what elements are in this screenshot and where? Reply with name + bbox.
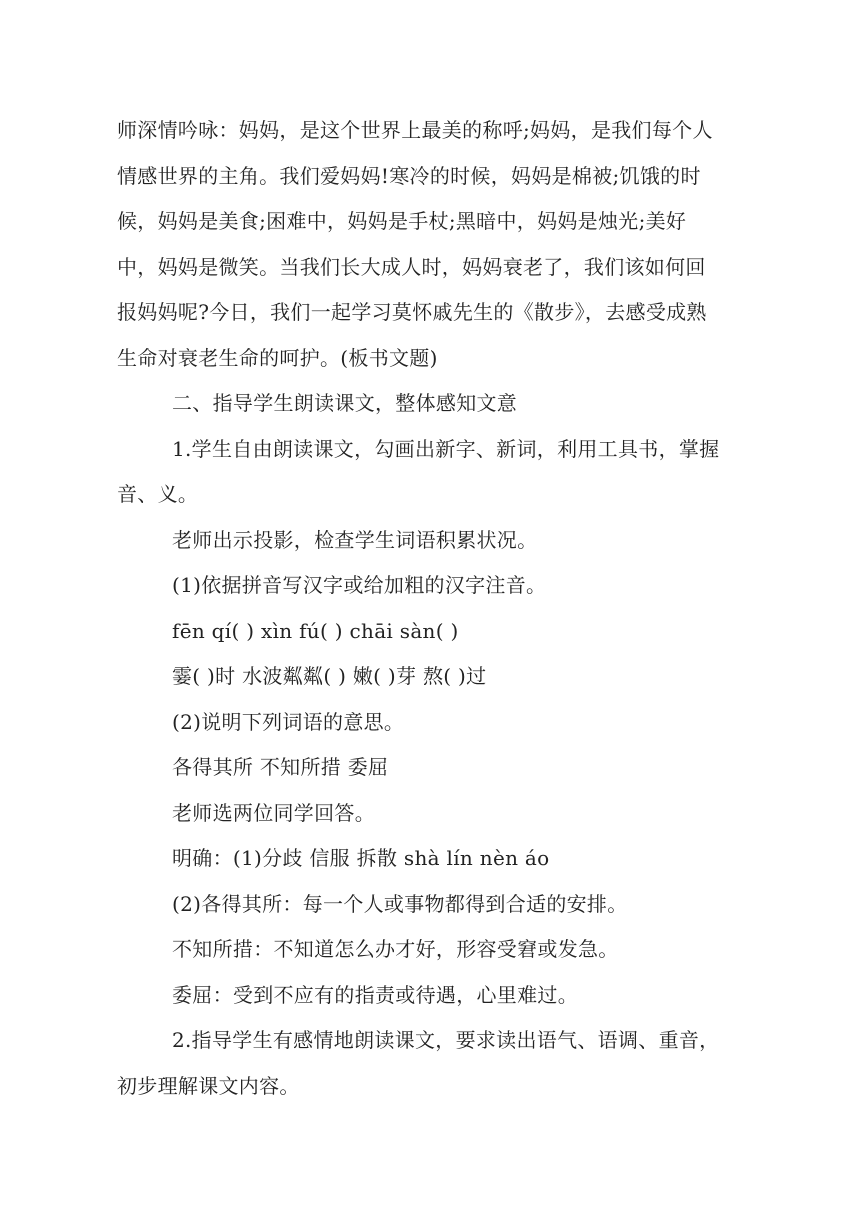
text-line: (2)各得其所：每一个人或事物都得到合适的安排。 bbox=[172, 891, 628, 916]
text-line: 初步理解课文内容。 bbox=[117, 1073, 300, 1098]
text-line: 师深情吟咏：妈妈，是这个世界上最美的称呼;妈妈，是我们每个人 bbox=[117, 118, 713, 142]
text-line: 生命对衰老生命的呵护。(板书文题) bbox=[117, 345, 438, 370]
text-line: 委屈：受到不应有的指责或待遇，心里难过。 bbox=[172, 982, 578, 1007]
section-heading: 二、指导学生朗读课文，整体感知文意 bbox=[172, 391, 518, 415]
text-line: 不知所措：不知道怎么办才好，形容受窘或发急。 bbox=[172, 937, 619, 961]
text-line: 老师选两位同学回答。 bbox=[172, 800, 375, 825]
document-body bbox=[117, 108, 737, 1109]
text-line: 霎( )时 水波粼粼( ) 嫩( )芽 熬( )过 bbox=[172, 664, 487, 688]
text-line: 2.指导学生有感情地朗读课文，要求读出语气、语调、重音， bbox=[172, 1028, 720, 1052]
text-line: 音、义。 bbox=[117, 482, 199, 506]
text-line: 各得其所 不知所措 委屈 bbox=[172, 755, 389, 779]
text-line: 中，妈妈是微笑。当我们长大成人时，妈妈衰老了，我们该如何回 bbox=[117, 254, 706, 279]
text-line: 情感世界的主角。我们爱妈妈!寒冷的时候，妈妈是棉被;饥饿的时 bbox=[117, 163, 701, 188]
text-line: (1)依据拼音写汉字或给加粗的汉字注音。 bbox=[172, 573, 547, 597]
text-line: (2)说明下列词语的意思。 bbox=[172, 709, 405, 734]
text-line: 候，妈妈是美食;困难中，妈妈是手杖;黑暗中，妈妈是烛光;美好 bbox=[117, 209, 687, 233]
text-line: 1.学生自由朗读课文，勾画出新字、新词，利用工具书，掌握 bbox=[172, 436, 720, 461]
pinyin-line: fēn qí( ) xìn fú( ) chāi sàn( ) bbox=[172, 618, 459, 643]
text-line: 老师出示投影，检查学生词语积累状况。 bbox=[172, 527, 538, 552]
text-line: 明确：(1)分歧 信服 拆散 shà lín nèn áo bbox=[172, 846, 550, 870]
text-line: 报妈妈呢?今日，我们一起学习莫怀戚先生的《散步》，去感受成熟 bbox=[117, 300, 707, 324]
